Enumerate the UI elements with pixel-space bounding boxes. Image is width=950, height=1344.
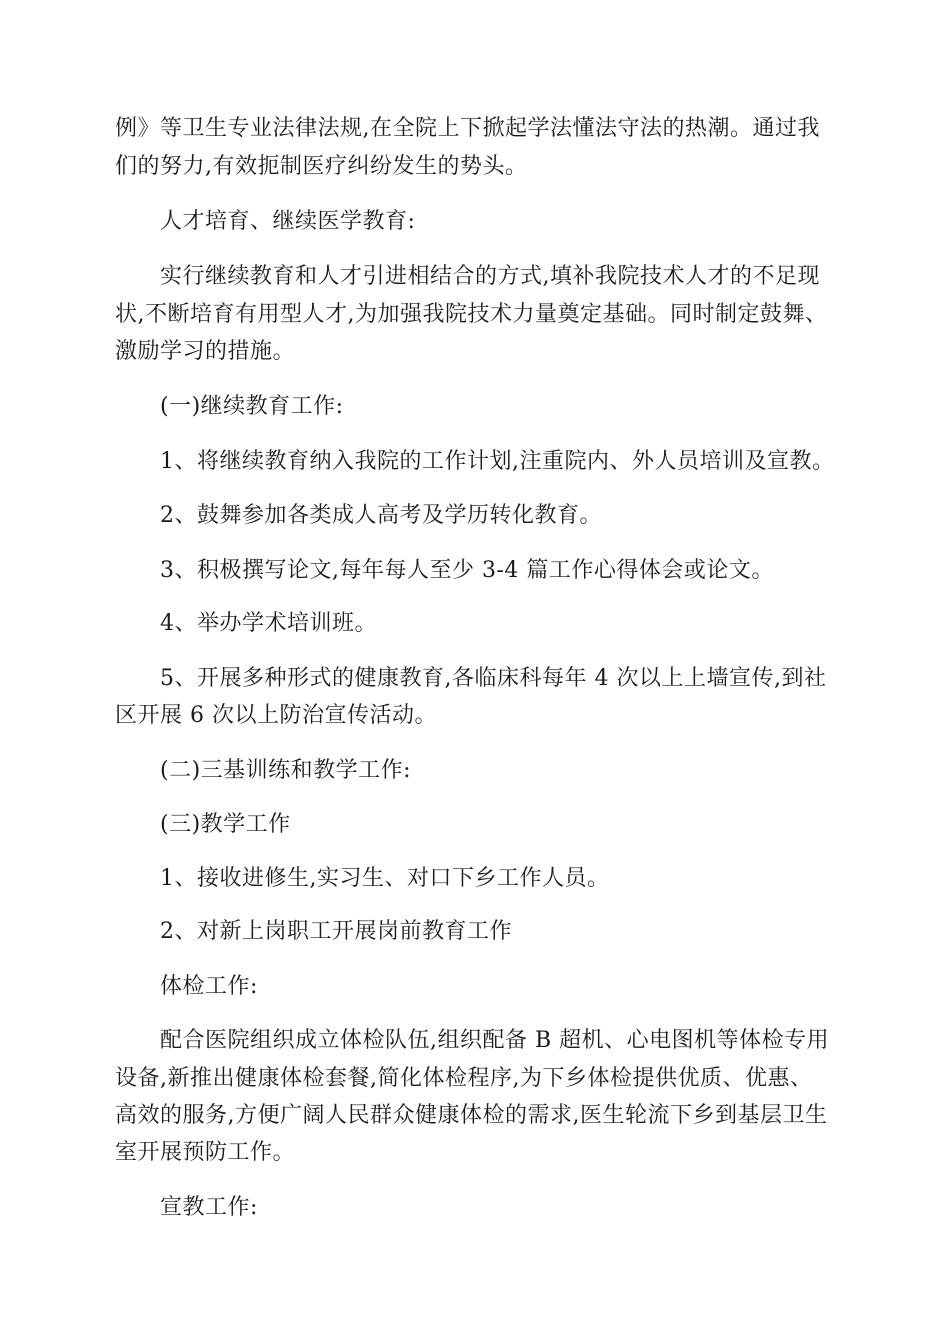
text-line: 配合医院组织成立体检队伍,组织配备 B 超机、心电图机等体检专用 (160, 1028, 830, 1053)
list-item: 2、鼓舞参加各类成人高考及学历转化教育。 (160, 503, 602, 528)
subsection-heading-3: (三)教学工作 (160, 812, 291, 837)
text-line: 状,不断培育有用型人才,为加强我院技术力量奠定基础。同时制定鼓舞、 (115, 302, 828, 327)
subsection-heading-1: (一)继续教育工作: (160, 394, 344, 419)
list-item: 3、积极撰写论文,每年每人至少 3-4 篇工作心得体会或论文。 (160, 558, 774, 583)
list-item-continuation: 区开展 6 次以上防治宣传活动。 (115, 703, 437, 728)
text-line: 例》等卫生专业法律法规,在全院上下掀起学法懂法守法的热潮。通过我 (115, 116, 820, 141)
list-item: 4、举办学术培训班。 (160, 611, 377, 636)
text-line: 室开展预防工作。 (115, 1140, 296, 1165)
text-line: 们的努力,有效扼制医疗纠纷发生的势头。 (115, 154, 528, 179)
text-line: 激励学习的措施。 (115, 339, 296, 364)
list-item: 2、对新上岗职工开展岗前教育工作 (160, 919, 512, 944)
section-heading-publicity: 宣教工作: (160, 1195, 258, 1220)
text-line: 实行继续教育和人才引进相结合的方式,填补我院技术人才的不足现 (160, 264, 820, 289)
text-line: 高效的服务,方便广阔人民群众健康体检的需求,医生轮流下乡到基层卫生 (115, 1103, 828, 1128)
list-item: 1、将继续教育纳入我院的工作计划,注重院内、外人员培训及宣教。 (160, 449, 835, 474)
list-item: 1、接收进修生,实习生、对口下乡工作人员。 (160, 866, 610, 891)
text-line: 设备,新推出健康体检套餐,简化体检程序,为下乡体检提供优质、优惠、 (115, 1066, 813, 1091)
list-item: 5、开展多种形式的健康教育,各临床科每年 4 次以上上墙宣传,到社 (160, 666, 827, 691)
section-heading-talent: 人才培育、继续医学教育: (160, 209, 416, 234)
subsection-heading-2: (二)三基训练和教学工作: (160, 758, 412, 783)
section-heading-checkup: 体检工作: (160, 974, 258, 999)
